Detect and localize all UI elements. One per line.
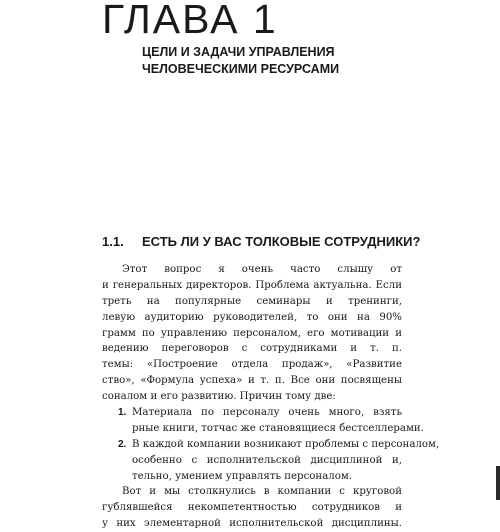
list-item-continuation <box>102 469 402 485</box>
paragraph-line: ство», «Формула успеха» и т. п. Все они посвящены <box>102 375 402 387</box>
list-item-line: особенно с исполнительской дисциплиной и, <box>132 454 402 466</box>
section-number: 1.1. <box>102 234 124 249</box>
section-title: ЕСТЬ ЛИ У ВАС ТОЛКОВЫЕ СОТРУДНИКИ? <box>142 234 421 249</box>
paragraph-line: гублявшейся некомпетентностью сотрудников и <box>102 502 402 514</box>
page-edge-mark <box>496 466 500 500</box>
list-item-line: В каждой компании возникают проблемы с персоналом, <box>132 438 440 450</box>
paragraph-line: грамм по управлению персоналом, его мотивации и <box>102 327 402 339</box>
paragraph-line: треть на популярные семинары и тренинги, <box>102 295 402 307</box>
section-heading <box>102 234 420 249</box>
chapter-subtitle-line: ЦЕЛИ И ЗАДАЧИ УПРАВЛЕНИЯ <box>142 45 335 59</box>
list-item-line: тельно, умением управлять персоналом. <box>132 470 353 482</box>
list-number: 2. <box>118 438 127 450</box>
chapter-subtitle <box>142 44 339 78</box>
paragraph-line: соналом и его развитию. Причин тому две: <box>102 391 336 403</box>
paragraph-line: у них элементарной исполнительской дисциплины. <box>102 518 402 530</box>
paragraph-line: и генеральных директоров. Проблема актуальна. Если <box>102 279 402 291</box>
list-item-line: Материала по персоналу очень много, взять <box>132 407 402 419</box>
paragraph-line: Вот и мы столкнулись в компании с круговой <box>122 486 402 498</box>
list-item-continuation <box>102 421 424 437</box>
list-item-continuation <box>102 453 402 469</box>
chapter-title: ГЛАВА 1 <box>102 0 278 42</box>
body-text <box>102 262 440 532</box>
list-item <box>102 437 440 453</box>
paragraph-line: левую аудиторию руководителей, то они на 90% <box>102 311 402 323</box>
list-number: 1. <box>118 407 127 419</box>
paragraph-line: темы: «Построение отдела продаж», «Развитие <box>102 359 402 371</box>
chapter-subtitle-line: ЧЕЛОВЕЧЕСКИМИ РЕСУРСАМИ <box>142 62 340 76</box>
list-item <box>102 405 402 421</box>
paragraph-line: Этот вопрос я очень часто слышу от <box>122 264 402 275</box>
paragraph-line: ведению переговоров с сотрудниками и т. п. <box>102 343 402 355</box>
list-item-line: рные книги, тотчас же становящиеся бестселлерами. <box>132 422 424 434</box>
